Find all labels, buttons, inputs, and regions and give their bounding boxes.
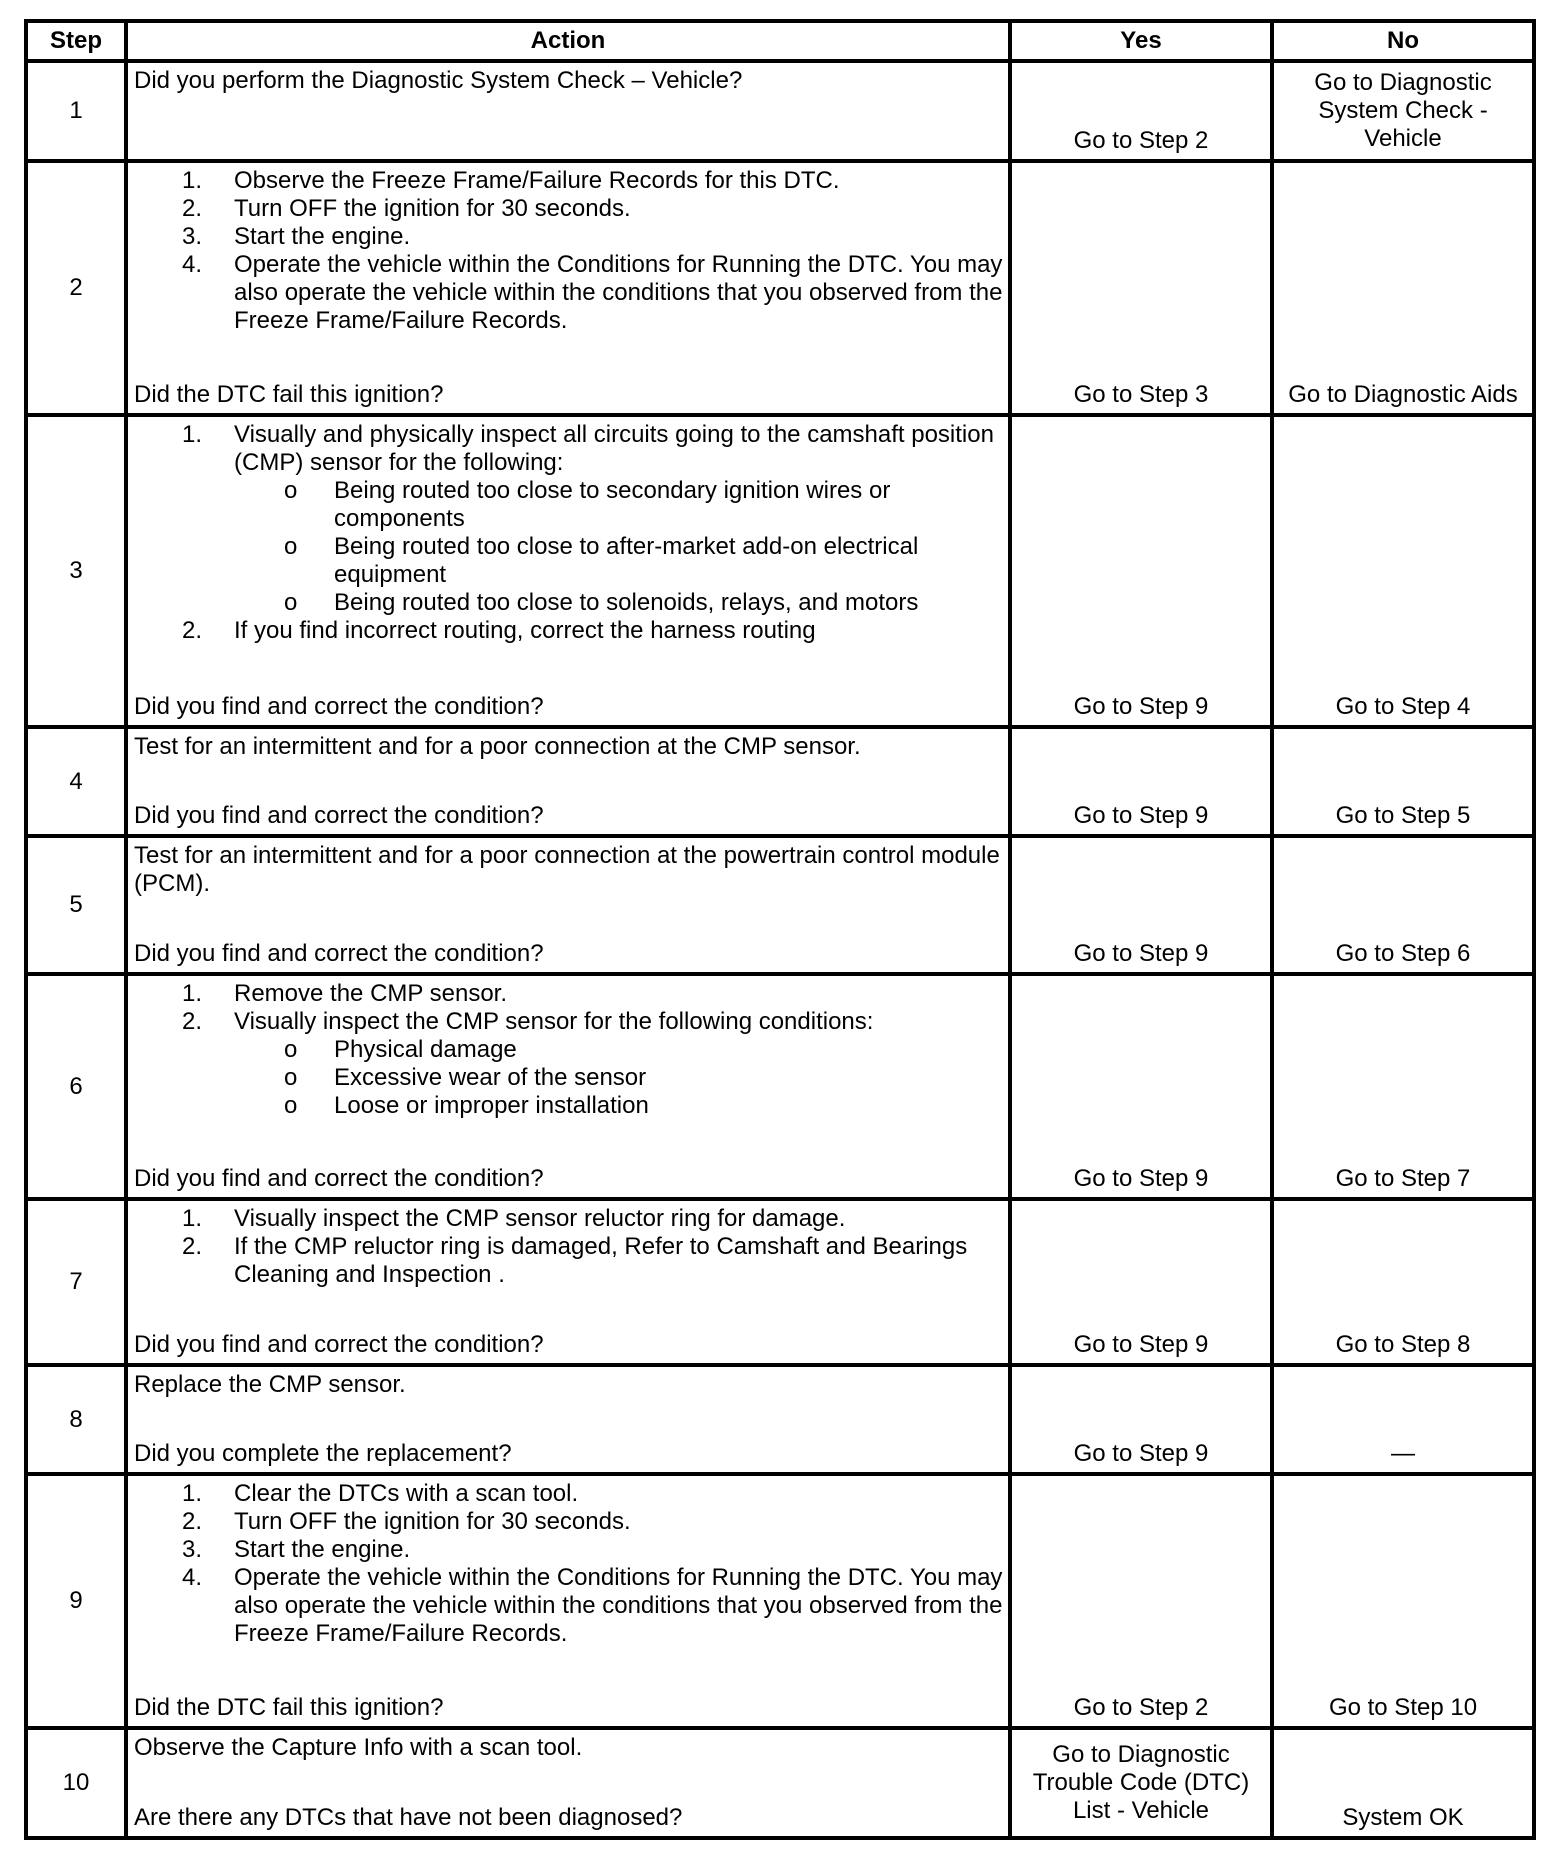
yes-result: Go to Step 3 bbox=[1010, 161, 1272, 415]
action-content bbox=[134, 733, 1004, 830]
yes-result: Go to Step 2 bbox=[1010, 61, 1272, 161]
step-number: 4 bbox=[26, 727, 126, 836]
procedure-item bbox=[134, 421, 1004, 617]
sub-item bbox=[234, 1036, 1004, 1064]
item-text: Visually inspect the CMP sensor reluctor ring for damage. bbox=[234, 1205, 846, 1232]
procedure-list bbox=[134, 1480, 1004, 1648]
action-content bbox=[134, 1734, 1004, 1832]
action-content bbox=[134, 842, 1004, 968]
item-number: 1. bbox=[182, 1205, 203, 1232]
step-number: 2 bbox=[26, 161, 126, 415]
item-text: Remove the CMP sensor. bbox=[234, 980, 508, 1007]
procedure-item bbox=[134, 1536, 1004, 1564]
bullet-icon: o bbox=[284, 1064, 298, 1091]
procedure-item bbox=[134, 251, 1004, 335]
sub-item-text: Being routed too close to secondary ignition wires or components bbox=[334, 477, 891, 532]
item-text: Observe the Freeze Frame/Failure Records for this DTC. bbox=[234, 167, 840, 194]
action-content bbox=[134, 421, 1004, 721]
table-row bbox=[26, 415, 1534, 727]
action-instructions bbox=[134, 67, 1004, 95]
header-yes: Yes bbox=[1010, 21, 1272, 61]
procedure-list bbox=[134, 421, 1004, 645]
item-text: Turn OFF the ignition for 30 seconds. bbox=[234, 1508, 631, 1535]
no-result: System OK bbox=[1272, 1728, 1534, 1838]
item-number: 1. bbox=[182, 1480, 203, 1507]
action-content bbox=[134, 67, 1004, 155]
action-instructions bbox=[134, 167, 1004, 335]
bullet-icon: o bbox=[284, 1092, 298, 1119]
item-text: Clear the DTCs with a scan tool. bbox=[234, 1480, 579, 1507]
no-result: Go to Step 7 bbox=[1272, 974, 1534, 1199]
action-instructions bbox=[134, 421, 1004, 645]
sub-item-text: Being routed too close to solenoids, relays, and motors bbox=[334, 589, 919, 616]
action-instructions bbox=[134, 1371, 1004, 1399]
action-question: Did the DTC fail this ignition? bbox=[134, 1694, 444, 1721]
item-text: Start the engine. bbox=[234, 1536, 411, 1563]
yes-result: Go to Step 9 bbox=[1010, 1365, 1272, 1474]
sub-item-text: Physical damage bbox=[334, 1036, 517, 1063]
bullet-icon: o bbox=[284, 1036, 298, 1063]
action-cell bbox=[126, 836, 1010, 974]
action-cell bbox=[126, 1474, 1010, 1728]
header-step: Step bbox=[26, 21, 126, 61]
header-no: No bbox=[1272, 21, 1534, 61]
procedure-item bbox=[134, 617, 1004, 645]
table-row bbox=[26, 1474, 1534, 1728]
action-content bbox=[134, 1371, 1004, 1468]
action-question: Did you find and correct the condition? bbox=[134, 693, 544, 720]
action-intro: Test for an intermittent and for a poor connection at the CMP sensor. bbox=[134, 733, 861, 760]
table-row bbox=[26, 161, 1534, 415]
action-cell bbox=[126, 1728, 1010, 1838]
item-number: 2. bbox=[182, 1233, 203, 1260]
bullet-icon: o bbox=[284, 589, 298, 616]
table-row bbox=[26, 1728, 1534, 1838]
item-text: If you find incorrect routing, correct the harness routing bbox=[234, 617, 816, 644]
procedure-list bbox=[134, 980, 1004, 1120]
procedure-item bbox=[134, 980, 1004, 1008]
sub-list bbox=[234, 1036, 1004, 1120]
diagnostic-table bbox=[24, 19, 1536, 1840]
sub-item-text: Loose or improper installation bbox=[334, 1092, 649, 1119]
action-cell bbox=[126, 61, 1010, 161]
sub-list bbox=[234, 477, 1004, 617]
procedure-item bbox=[134, 1233, 1004, 1289]
bullet-icon: o bbox=[284, 533, 298, 560]
procedure-list bbox=[134, 167, 1004, 335]
procedure-item bbox=[134, 1508, 1004, 1536]
item-text: Turn OFF the ignition for 30 seconds. bbox=[234, 195, 631, 222]
action-question: Did you find and correct the condition? bbox=[134, 1331, 544, 1358]
table-row bbox=[26, 1199, 1534, 1365]
procedure-item bbox=[134, 1008, 1004, 1120]
yes-result: Go to Step 9 bbox=[1010, 974, 1272, 1199]
yes-result: Go to Step 2 bbox=[1010, 1474, 1272, 1728]
item-number: 2. bbox=[182, 1008, 203, 1035]
item-number: 4. bbox=[182, 1564, 203, 1591]
header-row bbox=[26, 21, 1534, 61]
item-number: 1. bbox=[182, 980, 203, 1007]
step-number: 6 bbox=[26, 974, 126, 1199]
step-number: 1 bbox=[26, 61, 126, 161]
item-number: 4. bbox=[182, 251, 203, 278]
no-result: Go to Step 10 bbox=[1272, 1474, 1534, 1728]
sub-item bbox=[234, 1064, 1004, 1092]
item-number: 2. bbox=[182, 617, 203, 644]
no-result: Go to Diagnostic System Check - Vehicle bbox=[1272, 61, 1534, 161]
procedure-item bbox=[134, 1564, 1004, 1648]
action-intro: Test for an intermittent and for a poor connection at the powertrain control module (PCM). bbox=[134, 842, 1000, 897]
sub-item bbox=[234, 589, 1004, 617]
item-number: 3. bbox=[182, 223, 203, 250]
action-cell bbox=[126, 974, 1010, 1199]
item-text: Visually inspect the CMP sensor for the following conditions: bbox=[234, 1008, 874, 1035]
action-instructions bbox=[134, 733, 1004, 761]
action-question: Did you find and correct the condition? bbox=[134, 1165, 544, 1192]
step-number: 10 bbox=[26, 1728, 126, 1838]
action-question: Are there any DTCs that have not been diagnosed? bbox=[134, 1804, 683, 1831]
table-row bbox=[26, 836, 1534, 974]
step-number: 7 bbox=[26, 1199, 126, 1365]
action-cell bbox=[126, 415, 1010, 727]
no-result: Go to Step 8 bbox=[1272, 1199, 1534, 1365]
table-row bbox=[26, 61, 1534, 161]
action-content bbox=[134, 167, 1004, 409]
bullet-icon: o bbox=[284, 477, 298, 504]
table-row bbox=[26, 1365, 1534, 1474]
header-action: Action bbox=[126, 21, 1010, 61]
procedure-item bbox=[134, 223, 1004, 251]
item-number: 1. bbox=[182, 421, 203, 448]
action-cell bbox=[126, 727, 1010, 836]
action-question: Did you complete the replacement? bbox=[134, 1440, 512, 1467]
action-intro: Replace the CMP sensor. bbox=[134, 1371, 406, 1398]
step-number: 8 bbox=[26, 1365, 126, 1474]
item-text: Start the engine. bbox=[234, 223, 411, 250]
sub-item bbox=[234, 533, 1004, 589]
sub-item-text: Being routed too close to after-market add-on electrical equipment bbox=[334, 533, 919, 588]
action-cell bbox=[126, 161, 1010, 415]
sub-item-text: Excessive wear of the sensor bbox=[334, 1064, 647, 1091]
action-instructions bbox=[134, 980, 1004, 1120]
action-question: Did you find and correct the condition? bbox=[134, 940, 544, 967]
item-text: Visually and physically inspect all circuits going to the camshaft position (CMP) sensor for the following: bbox=[234, 421, 994, 476]
action-cell bbox=[126, 1365, 1010, 1474]
item-text: Operate the vehicle within the Conditions for Running the DTC. You may also operate the vehicle within the conditions that you observed from the Freeze Frame/Failure Records. bbox=[234, 1564, 1003, 1647]
step-number: 5 bbox=[26, 836, 126, 974]
action-question: Did you find and correct the condition? bbox=[134, 802, 544, 829]
procedure-item bbox=[134, 167, 1004, 195]
no-result: Go to Step 5 bbox=[1272, 727, 1534, 836]
procedure-item bbox=[134, 195, 1004, 223]
action-intro: Observe the Capture Info with a scan tool. bbox=[134, 1734, 583, 1761]
action-question: Did the DTC fail this ignition? bbox=[134, 381, 444, 408]
no-result: — bbox=[1272, 1365, 1534, 1474]
action-content bbox=[134, 980, 1004, 1193]
action-content bbox=[134, 1480, 1004, 1722]
sub-item bbox=[234, 1092, 1004, 1120]
action-instructions bbox=[134, 1480, 1004, 1648]
step-number: 9 bbox=[26, 1474, 126, 1728]
item-number: 2. bbox=[182, 195, 203, 222]
item-number: 1. bbox=[182, 167, 203, 194]
item-text: If the CMP reluctor ring is damaged, Refer to Camshaft and Bearings Cleaning and Inspection . bbox=[234, 1233, 968, 1288]
action-instructions bbox=[134, 1734, 1004, 1762]
item-text: Operate the vehicle within the Conditions for Running the DTC. You may also operate the vehicle within the conditions that you observed from the Freeze Frame/Failure Records. bbox=[234, 251, 1003, 334]
yes-result: Go to Step 9 bbox=[1010, 727, 1272, 836]
action-cell bbox=[126, 1199, 1010, 1365]
table-row bbox=[26, 974, 1534, 1199]
no-result: Go to Diagnostic Aids bbox=[1272, 161, 1534, 415]
action-intro: Did you perform the Diagnostic System Check – Vehicle? bbox=[134, 67, 743, 94]
action-instructions bbox=[134, 1205, 1004, 1289]
procedure-list bbox=[134, 1205, 1004, 1289]
table-row bbox=[26, 727, 1534, 836]
step-number: 3 bbox=[26, 415, 126, 727]
no-result: Go to Step 4 bbox=[1272, 415, 1534, 727]
item-number: 3. bbox=[182, 1536, 203, 1563]
yes-result: Go to Step 9 bbox=[1010, 836, 1272, 974]
yes-result: Go to Step 9 bbox=[1010, 1199, 1272, 1365]
item-number: 2. bbox=[182, 1508, 203, 1535]
sub-item bbox=[234, 477, 1004, 533]
action-instructions bbox=[134, 842, 1004, 898]
procedure-item bbox=[134, 1480, 1004, 1508]
yes-result: Go to Diagnostic Trouble Code (DTC) List - Vehicle bbox=[1010, 1728, 1272, 1838]
procedure-item bbox=[134, 1205, 1004, 1233]
action-content bbox=[134, 1205, 1004, 1359]
no-result: Go to Step 6 bbox=[1272, 836, 1534, 974]
yes-result: Go to Step 9 bbox=[1010, 415, 1272, 727]
